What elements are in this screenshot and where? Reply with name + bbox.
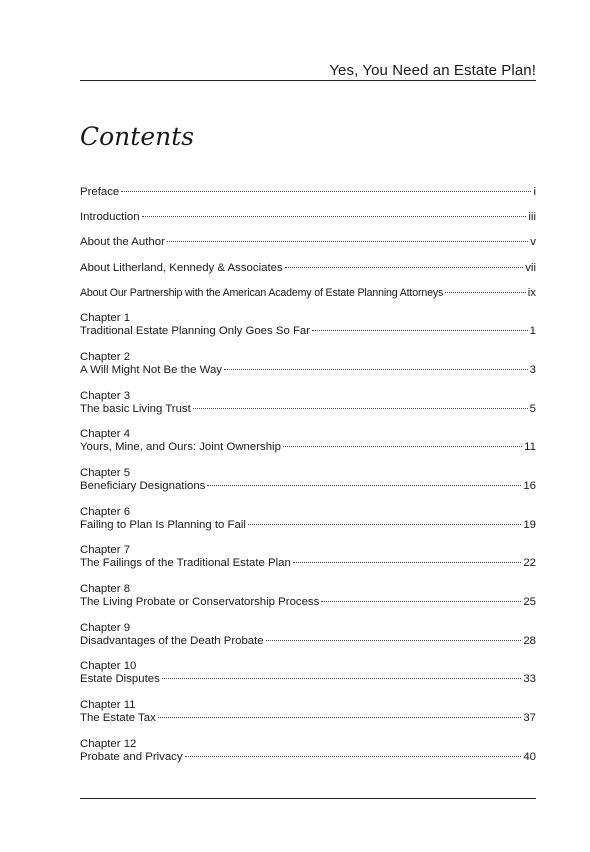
- toc-entry-title: A Will Might Not Be the Way: [80, 364, 223, 376]
- dot-leader: [121, 191, 531, 192]
- chapter-label: Chapter 2: [80, 351, 131, 363]
- chapter-label: Chapter 9: [80, 622, 131, 634]
- dot-leader: [285, 267, 524, 268]
- toc-page-number: 22: [523, 557, 536, 569]
- dot-leader: [167, 241, 528, 242]
- header-rule: [80, 80, 536, 81]
- toc-page-number: iii: [528, 211, 536, 223]
- toc-entry-title: Traditional Estate Planning Only Goes So Far: [80, 325, 311, 337]
- toc-entry-chapter-2[interactable]: [80, 351, 536, 377]
- dot-leader: [224, 369, 528, 370]
- toc-entry-about-author[interactable]: [80, 236, 536, 249]
- chapter-label: Chapter 11: [80, 699, 136, 711]
- toc-page-number: vii: [525, 262, 536, 274]
- toc-entry-chapter-11[interactable]: [80, 699, 536, 725]
- toc-entry-chapter-1[interactable]: [80, 312, 536, 338]
- dot-leader: [293, 562, 521, 563]
- toc-entry-title: About Litherland, Kennedy & Associates: [80, 262, 283, 274]
- footer-rule: [80, 798, 536, 799]
- toc-entry-title: Yours, Mine, and Ours: Joint Ownership: [80, 441, 281, 453]
- toc-page-number: i: [533, 186, 536, 198]
- toc-entry-title: Introduction: [80, 211, 140, 223]
- chapter-label: Chapter 6: [80, 506, 131, 518]
- toc-page-number: 1: [529, 325, 536, 337]
- toc-entry-title: The Living Probate or Conservatorship Process: [80, 596, 320, 608]
- toc-page-number: 3: [529, 364, 536, 376]
- toc-page-number: ix: [527, 287, 536, 299]
- chapter-label: Chapter 10: [80, 660, 137, 672]
- toc-page-number: 25: [523, 596, 536, 608]
- chapter-label: Chapter 8: [80, 583, 131, 595]
- toc-entry-chapter-9[interactable]: [80, 622, 536, 648]
- toc-entry-title: The Estate Tax: [80, 712, 156, 724]
- toc-entry-title: Preface: [80, 186, 120, 198]
- dot-leader: [321, 601, 521, 602]
- toc-entry-preface[interactable]: [80, 186, 536, 199]
- dot-leader: [266, 640, 522, 641]
- toc-entry-title: About the Author: [80, 236, 165, 248]
- chapter-label: Chapter 12: [80, 738, 137, 750]
- dot-leader: [207, 485, 521, 486]
- dot-leader: [248, 524, 521, 525]
- toc-page-number: 33: [523, 673, 536, 685]
- running-header-title: Yes, You Need an Estate Plan!: [329, 62, 536, 79]
- dot-leader: [312, 330, 528, 331]
- toc-page-number: 5: [529, 403, 536, 415]
- toc-page-number: 11: [524, 441, 536, 453]
- chapter-label: Chapter 7: [80, 544, 131, 556]
- dot-leader: [162, 678, 522, 679]
- toc-entry-chapter-5[interactable]: [80, 467, 536, 493]
- toc-entry-chapter-4[interactable]: [80, 428, 536, 454]
- toc-entry-about-partnership[interactable]: [80, 287, 536, 300]
- chapter-label: Chapter 4: [80, 428, 131, 440]
- dot-leader: [142, 216, 527, 217]
- toc-entry-title: The basic Living Trust: [80, 403, 191, 415]
- toc-entry-title: Disadvantages of the Death Probate: [80, 635, 264, 647]
- toc-entry-title: Failing to Plan Is Planning to Fail: [80, 519, 246, 531]
- toc-entry-chapter-8[interactable]: [80, 583, 536, 609]
- toc-entry-title: About Our Partnership with the American Academy of Estate Planning Attorneys: [80, 287, 444, 299]
- toc-entry-chapter-10[interactable]: [80, 660, 536, 686]
- toc-entry-introduction[interactable]: [80, 211, 536, 224]
- toc-page-number: 19: [523, 519, 536, 531]
- chapter-label: Chapter 3: [80, 390, 131, 402]
- toc-page-number: 37: [523, 712, 536, 724]
- chapter-label: Chapter 1: [80, 312, 131, 324]
- toc-entry-about-firm[interactable]: [80, 262, 536, 275]
- toc-entry-title: Estate Disputes: [80, 673, 160, 685]
- toc-page-number: 40: [523, 751, 536, 763]
- toc-entry-title: Probate and Privacy: [80, 751, 183, 763]
- chapter-label: Chapter 5: [80, 467, 131, 479]
- toc-entry-title: The Failings of the Traditional Estate Plan: [80, 557, 291, 569]
- page-title: Contents: [80, 122, 195, 151]
- toc-entry-chapter-7[interactable]: [80, 544, 536, 570]
- toc-entry-chapter-3[interactable]: [80, 390, 536, 416]
- dot-leader: [193, 408, 528, 409]
- dot-leader: [158, 717, 522, 718]
- dot-leader: [283, 446, 522, 447]
- toc-entry-title: Beneficiary Designations: [80, 480, 206, 492]
- toc-page-number: 28: [523, 635, 536, 647]
- toc-page-number: 16: [523, 480, 536, 492]
- toc-entry-chapter-6[interactable]: [80, 506, 536, 532]
- dot-leader: [445, 292, 526, 293]
- toc-entry-chapter-12[interactable]: [80, 738, 536, 764]
- dot-leader: [185, 756, 522, 757]
- toc-page-number: v: [530, 236, 536, 248]
